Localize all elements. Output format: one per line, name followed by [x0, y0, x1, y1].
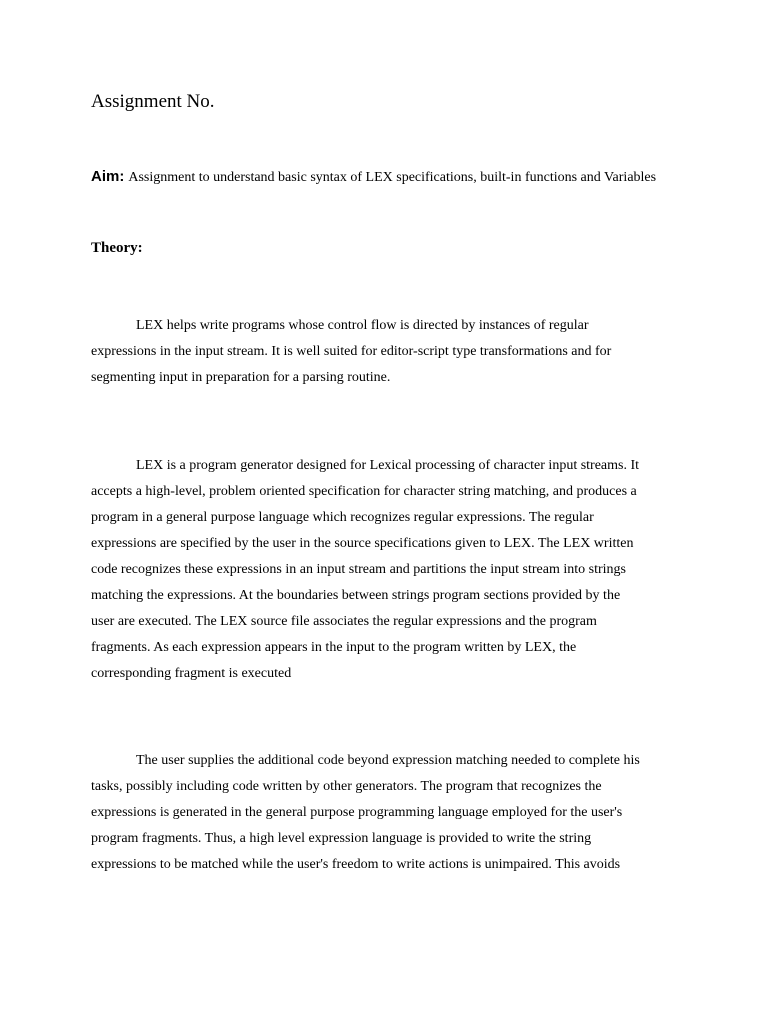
body-paragraph [91, 453, 691, 687]
body-paragraph [91, 748, 691, 878]
paragraph-line: expressions is generated in the general purpose programming language employed for the user's [91, 805, 623, 820]
paragraph-line: expressions are specified by the user in the source specifications given to LEX. The LEX written [91, 536, 634, 551]
aim-statement [91, 167, 656, 188]
paragraph-line: program in a general purpose language which recognizes regular expressions. The regular [91, 510, 594, 525]
aim-label: Aim: [91, 168, 125, 185]
body-paragraph [91, 313, 691, 391]
paragraph-line: corresponding fragment is executed [91, 666, 292, 681]
paragraph-line: program fragments. Thus, a high level expression language is provided to write the string [91, 831, 592, 846]
paragraph-line: tasks, possibly including code written by other generators. The program that recognizes the [91, 779, 602, 794]
aim-text: Assignment to understand basic syntax of LEX specifications, built-in functions and Variables [128, 170, 657, 185]
paragraph-line: accepts a high-level, problem oriented specification for character string matching, and produces a [91, 484, 637, 499]
paragraph-line: expressions in the input stream. It is well suited for editor-script type transformations and for [91, 344, 612, 359]
paragraph-line: segmenting input in preparation for a parsing routine. [91, 370, 391, 385]
paragraph-line: code recognizes these expressions in an input stream and partitions the input stream into strings [91, 562, 626, 577]
paragraph-line: matching the expressions. At the boundaries between strings program sections provided by the [91, 588, 621, 603]
paragraph-line: LEX is a program generator designed for Lexical processing of character input streams. It [136, 458, 640, 473]
document-title: Assignment No. [91, 91, 215, 112]
paragraph-line: expressions to be matched while the user's freedom to write actions is unimpaired. This avoids [91, 857, 621, 872]
paragraph-line: fragments. As each expression appears in the input to the program written by LEX, the [91, 640, 577, 655]
paragraph-line: LEX helps write programs whose control flow is directed by instances of regular [136, 318, 589, 333]
theory-heading: Theory: [91, 240, 143, 256]
paragraph-line: The user supplies the additional code beyond expression matching needed to complete his [136, 753, 640, 768]
paragraph-line: user are executed. The LEX source file associates the regular expressions and the program [91, 614, 597, 629]
